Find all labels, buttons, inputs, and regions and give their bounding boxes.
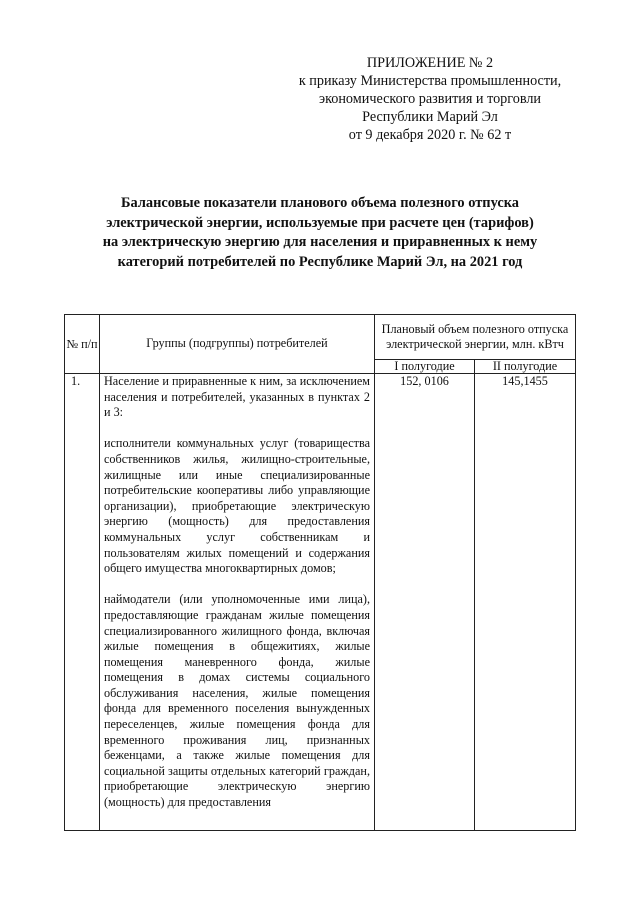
appendix-header — [250, 54, 610, 144]
table-header-row — [65, 315, 576, 360]
header-plan-volume: Плановый объем полезного отпуска электрической энергии, млн. кВтч — [375, 315, 576, 360]
row-group-cell — [100, 374, 375, 831]
row-num: 1. — [65, 374, 100, 831]
appendix-line: к приказу Министерства промышленности, — [298, 73, 562, 89]
title-line: Балансовые показатели планового объема полезного отпуска — [121, 195, 519, 211]
title-line: на электрическую энергию для населения и приравненных к нему — [102, 234, 538, 250]
row-half1-value: 152, 0106 — [375, 374, 475, 831]
header-group: Группы (подгруппы) потребителей — [100, 315, 375, 374]
title-line: категорий потребителей по Республике Марий Эл, на 2021 год — [117, 253, 523, 270]
table-row — [65, 374, 576, 831]
header-half2: II полугодие — [475, 360, 576, 374]
header-num: № п/п — [65, 315, 100, 374]
balance-table — [64, 314, 576, 831]
header-half1: I полугодие — [375, 360, 475, 374]
row-paragraph: исполнители коммунальных услуг (товарищества собственников жилья, жилищно-строительные, жилищные или иные специализированные потребительские кооперативы либо управляющие организации), приобретающие электрическую энергию (мощность) для предоставления коммунальных услуг собственникам и пользователям жилых помещений и содержания общего имущества многоквартирных домов; — [104, 436, 370, 576]
appendix-line: экономического развития и торговли — [318, 91, 542, 107]
appendix-line: Республики Марий Эл — [362, 109, 498, 125]
row-paragraph: наймодатели (или уполномоченные ими лица), предоставляющие гражданам жилые помещения специализированного жилищного фонда, включая жилые помещения в общежитиях, жилые помещения маневренного фонда, жилые помещения в домах системы социального обслуживания населения, жилые помещения фонда для временного поселения вынужденных переселенцев, жилые помещения фонда для временного проживания лиц, признанных беженцами, а также жилые помещения для социальной защиты отдельных категорий граждан, приобретающие электрическую энергию (мощность) для предоставления — [104, 592, 370, 810]
appendix-line: от 9 декабря 2020 г. № 62 т — [348, 127, 512, 143]
title-line: электрической энергии, используемые при расчете цен (тарифов) — [106, 214, 534, 231]
row-half2-value: 145,1455 — [475, 374, 576, 831]
row-paragraph: Население и приравненные к ним, за исключением населения и потребителей, указанных в пунктах 2 и 3: — [104, 374, 370, 420]
appendix-line: ПРИЛОЖЕНИЕ № 2 — [366, 55, 494, 71]
document-title — [70, 194, 570, 272]
